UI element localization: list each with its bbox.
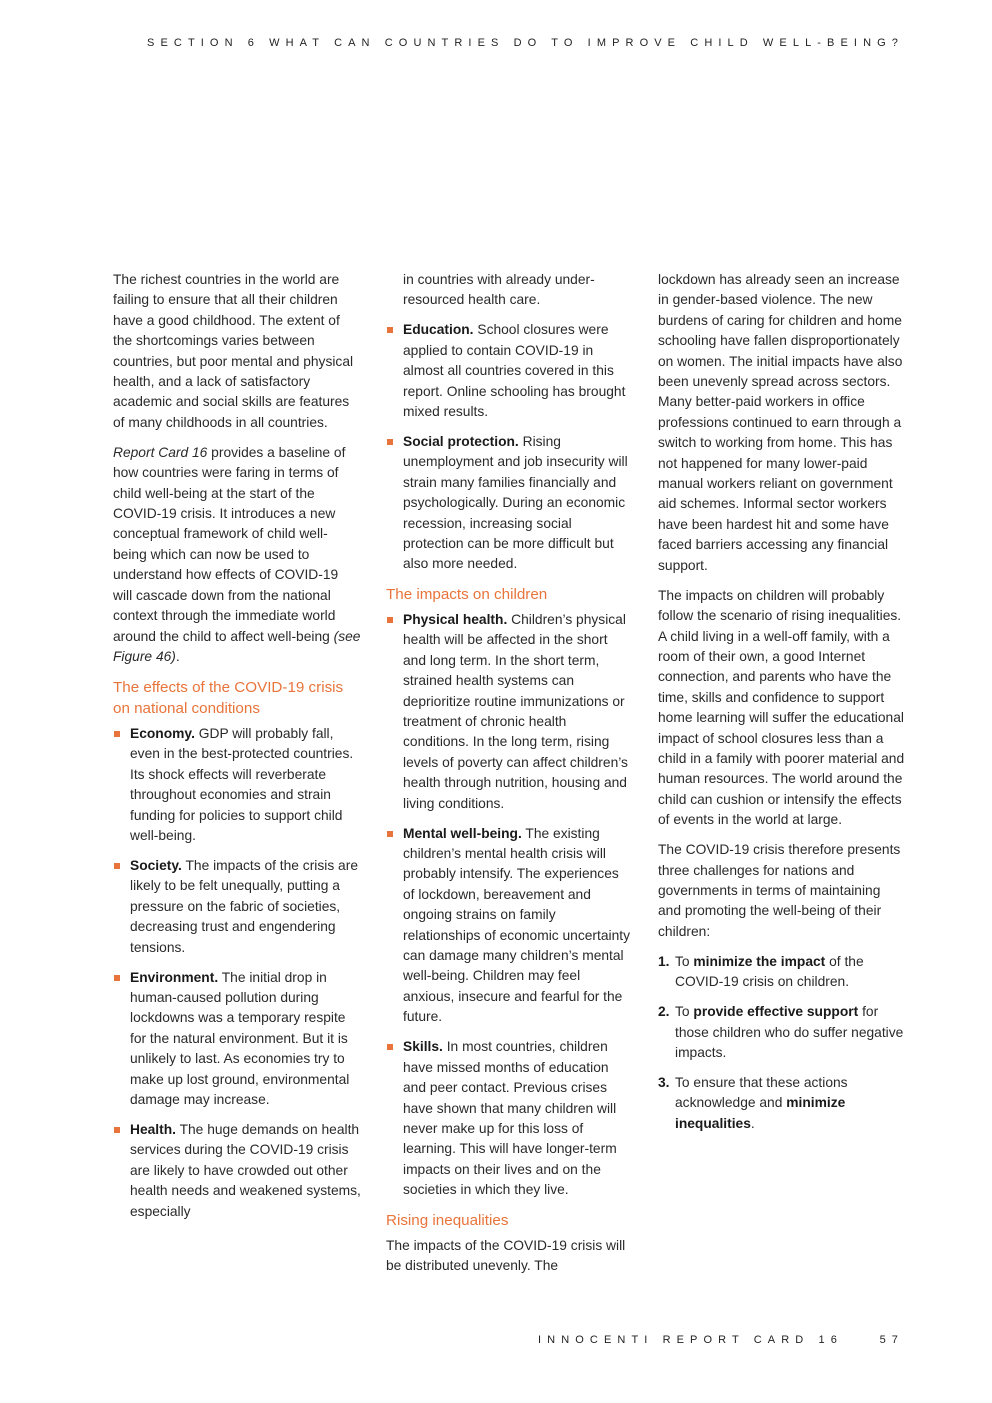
item-pre: To xyxy=(675,953,694,969)
bullet-title: Health. xyxy=(130,1122,176,1137)
item-bold: provide effective support xyxy=(693,1004,859,1020)
health-continuation: in countries with already under-resourced health care. xyxy=(403,272,595,308)
list-item xyxy=(113,724,361,846)
intro-paragraph: The richest countries in the world are failing to ensure that all their children have a good childhood. The extent of the shortcomings varies between countries, but poor mental and physical health, and a lack of satisfactory academic and social skills are features of many childhoods in all countries. xyxy=(113,272,354,430)
national-conditions-list-continued xyxy=(386,320,634,574)
running-head: SECTION 6 WHAT CAN COUNTRIES DO TO IMPROVE CHILD WELL-BEING? xyxy=(147,37,904,49)
bullet-text: The existing children’s mental health crisis will probably intensify. The experiences of lockdown, bereavement and ongoing strains on family relationships of economic uncertainty can damage many children’s mental well-being. Children may feel anxious, insecure and fearful for the future. xyxy=(403,825,631,1025)
bullet-title: Mental well-being. xyxy=(403,825,522,841)
national-conditions-list xyxy=(113,724,361,1222)
bullet-title: Economy. xyxy=(130,725,195,741)
baseline-end: . xyxy=(175,648,180,664)
bullet-title: Social protection. xyxy=(403,434,519,450)
item-number: 3. xyxy=(658,1075,670,1090)
bullet-text: Rising unemployment and job insecurity will strain many families financially and psychologically. During an economic recession, increasing social protection can be more difficult but also more needed. xyxy=(403,434,628,572)
bullet-title: Skills. xyxy=(403,1039,443,1055)
bullet-text: In most countries, children have missed months of education and peer contact. Previous crises have shown that many children will never make up for this loss of learning. This will have longer-term impacts on their lives and on the societies in which they live. xyxy=(403,1039,617,1198)
item-number: 2. xyxy=(658,1004,670,1020)
item-number: 1. xyxy=(658,953,670,969)
bullet-text: GDP will probably fall, even in the best-protected countries. Its shock effects will reverberate throughout economies and strain funding for policies to support child well-being. xyxy=(130,725,354,843)
list-item xyxy=(386,432,634,575)
bullet-square-icon xyxy=(114,975,120,981)
bullet-text: Children’s physical health will be affected in the short and long term. In the short term, strained health systems can deprioritize routine immunizations or treatment of chronic health conditions. In the long term, rising levels of poverty can affect children’s health through nutrition, housing and living conditions. xyxy=(403,611,628,811)
challenges-intro-paragraph: The COVID-19 crisis therefore presents three challenges for nations and governments in terms of maintaining and promoting the well-being of their children: xyxy=(658,842,901,939)
figure-reference: (see Figure 46) xyxy=(113,628,361,664)
item-bold: minimize the impact xyxy=(693,953,826,969)
list-item xyxy=(386,610,634,814)
report-card-title: Report Card 16 xyxy=(113,444,208,460)
bullet-square-icon xyxy=(114,731,120,737)
page-footer xyxy=(538,1334,904,1346)
bullet-text: School closures were applied to contain COVID-19 in almost all countries covered in this report. Online schooling has brought mixed results. xyxy=(403,322,626,420)
list-item xyxy=(386,320,634,422)
item-post: . xyxy=(750,1115,755,1131)
challenges-list xyxy=(658,952,906,1134)
bullet-square-icon xyxy=(387,327,393,333)
bullet-text: The impacts of the crisis are likely to be felt unequally, putting a pressure on the fabric of societies, decreasing trust and engendering tensions. xyxy=(130,857,358,955)
footer-label: INNOCENTI REPORT CARD 16 xyxy=(538,1334,843,1346)
bullet-title: Education. xyxy=(403,322,474,338)
item-pre: To xyxy=(675,1004,694,1020)
bullet-title: Physical health. xyxy=(403,611,508,627)
bullet-square-icon xyxy=(387,617,393,623)
page-number: 57 xyxy=(879,1334,904,1346)
bullet-square-icon xyxy=(114,1127,120,1133)
list-item xyxy=(658,1002,906,1063)
bullet-title: Society. xyxy=(130,857,182,873)
list-item xyxy=(658,952,906,993)
list-item xyxy=(113,1120,361,1222)
impacts-paragraph: The impacts on children will probably follow the scenario of rising inequalities. A child living in a well-off family, with a room of their own, a good Internet connection, and parents who have the time, skills and confidence to support home learning will suffer the educational impact of school closures less than a child in a family with poorer material and human resources. The world around the child can cushion or intensify the effects of events in the world at large. xyxy=(658,587,905,828)
bullet-square-icon xyxy=(387,439,393,445)
list-item xyxy=(113,856,361,958)
item-post: for those children who do suffer negative impacts. xyxy=(675,1004,904,1060)
baseline-text: provides a baseline of how countries were faring in terms of child well-being at the start of the COVID-19 crisis. It introduces a new conceptual framework of child well-being which can now be used to understand how effects of COVID-19 will cascade down from the national context through the immediate world around the child to affect well-being xyxy=(113,444,346,644)
inequalities-paragraph: The impacts of the COVID-19 crisis will be distributed unevenly. The xyxy=(386,1237,626,1274)
list-item xyxy=(386,1037,634,1200)
item-bold: minimize inequalities xyxy=(675,1095,846,1131)
impacts-on-children-list xyxy=(386,610,634,1201)
list-item xyxy=(658,1073,906,1134)
section-heading-national-conditions: The effects of the COVID-19 crisis on national conditions xyxy=(113,678,344,718)
item-pre: To ensure that these actions acknowledge and xyxy=(675,1075,848,1111)
section-heading-impacts-on-children: The impacts on children xyxy=(386,586,548,604)
bullet-square-icon xyxy=(387,831,393,837)
bullet-square-icon xyxy=(114,863,120,869)
bullet-text: The huge demands on health services during the COVID-19 crisis are likely to have crowded out other health needs and weakened systems, especially xyxy=(130,1122,361,1219)
baseline-paragraph xyxy=(113,443,361,667)
bullet-title: Environment. xyxy=(130,969,219,985)
item-post: of the COVID-19 crisis on children. xyxy=(675,953,864,990)
column-3 xyxy=(658,270,906,1144)
column-1 xyxy=(113,270,361,1232)
list-item xyxy=(386,824,634,1028)
bullet-text: The initial drop in human-caused pollution during lockdowns was a temporary respite for the natural environment. But it is unlikely to last. As economies try to make up lost ground, environmental damage may increase. xyxy=(130,969,350,1107)
lockdown-paragraph: lockdown has already seen an increase in gender-based violence. The new burdens of caring for children and home schooling have fallen disproportionately on women. The initial impacts have also been unevenly spread across sectors. Many better-paid workers in office professions continued to earn through a switch to working from home. This has not happened for many lower-paid manual workers reliant on government aid schemes. Informal sector workers have been hardest hit and some have faced barriers accessing any financial support. xyxy=(658,272,903,573)
list-item xyxy=(113,968,361,1111)
bullet-square-icon xyxy=(387,1044,393,1050)
column-2 xyxy=(386,270,634,1286)
section-heading-rising-inequalities: Rising inequalities xyxy=(386,1212,509,1230)
